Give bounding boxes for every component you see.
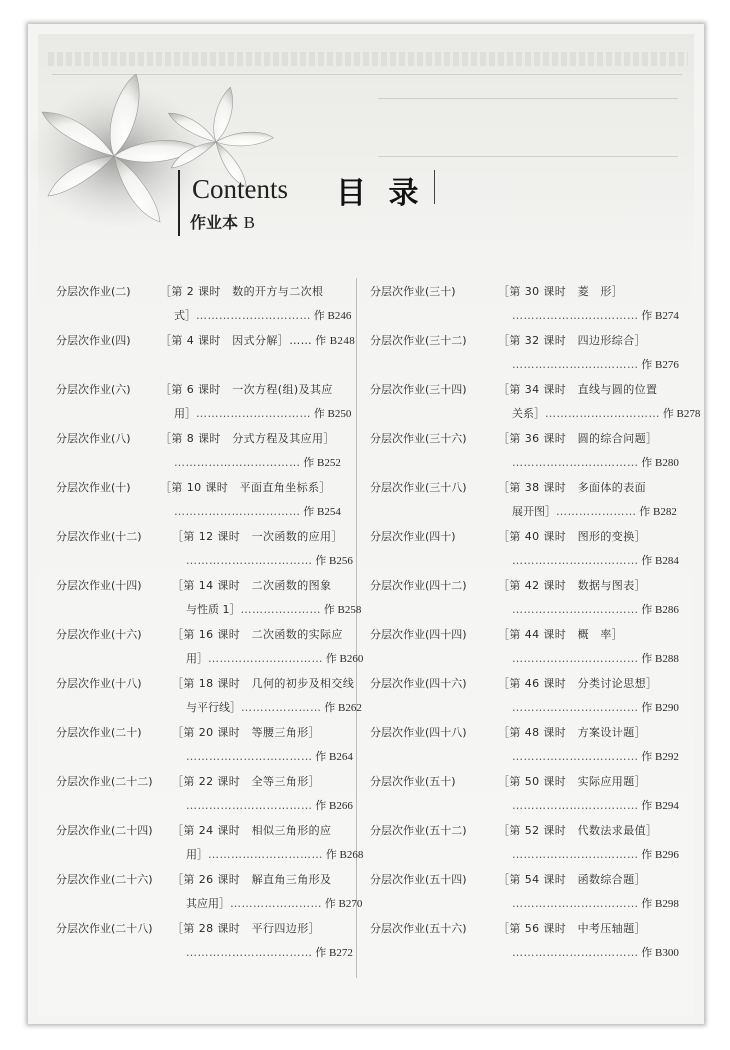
- toc-entry-page: 作 B288: [638, 653, 679, 665]
- toc-entry-lesson: ［第 54 课时 函数综合题］: [498, 873, 646, 886]
- toc-entry-leader-dots: ……………………………: [512, 701, 639, 714]
- toc-entry-label: 分层次作业(十二): [56, 530, 142, 543]
- toc-entry-leader-dots: ……………………………: [174, 505, 301, 518]
- toc-entry-leader-dots: …………………………: [208, 848, 323, 861]
- toc-entry-lesson: ［第 16 课时 二次函数的实际应: [172, 628, 343, 641]
- toc-entry-label: 分层次作业(五十六): [370, 922, 467, 935]
- toc-entry-continuation: [186, 598, 361, 622]
- toc-entry-leader-dots: ……………………………: [512, 603, 639, 616]
- toc-entry-continuation-text: 用］: [174, 407, 196, 420]
- toc-entry-continuation: [186, 843, 363, 867]
- toc-entry-leader-dots: ……………………………: [186, 554, 313, 567]
- toc-entry-lesson: ［第 30 课时 菱 形］: [498, 285, 624, 298]
- toc-entry-label: 分层次作业(十六): [56, 628, 142, 641]
- toc-entry-lesson: ［第 6 课时 一次方程(组)及其应: [160, 383, 333, 396]
- toc-entry-label: 分层次作业(二十二): [56, 775, 153, 788]
- toc-entry-page: 作 B248: [312, 335, 356, 347]
- toc-entry-leader-dots: ……………………………: [186, 750, 313, 763]
- toc-entry-continuation: [512, 304, 679, 328]
- toc-entry-label: 分层次作业(四): [56, 334, 131, 347]
- toc-entry-continuation: [512, 794, 679, 818]
- toc-entry-continuation-text: 式］: [174, 309, 196, 322]
- toc-entry-continuation: [512, 696, 679, 720]
- toc-entry-leader-dots: ……………………………: [512, 799, 639, 812]
- toc-entry-continuation: [512, 647, 679, 671]
- toc-entry-continuation: [512, 843, 679, 867]
- toc-entry-continuation: [512, 941, 679, 965]
- toc-entry-page: 作 B268: [323, 849, 364, 861]
- toc-entry-continuation-text: 关系］: [512, 407, 545, 420]
- toc-entry-leader-dots: ……………………………: [174, 456, 301, 469]
- toc-entry-page: 作 B272: [312, 947, 353, 959]
- toc-entry-continuation-text: 与平行线］: [186, 701, 241, 714]
- toc-entry-label: 分层次作业(十四): [56, 579, 142, 592]
- toc-entry-label: 分层次作业(八): [56, 432, 131, 445]
- toc-entry[interactable]: [370, 868, 679, 916]
- toc-entry-lesson: ［第 48 课时 方案设计题］: [498, 726, 646, 739]
- toc-entry-lesson: ［第 44 课时 概 率］: [498, 628, 624, 641]
- toc-entry-page: 作 B254: [300, 506, 341, 518]
- toc-entry[interactable]: [56, 280, 350, 328]
- toc-entry-page: 作 B294: [638, 800, 679, 812]
- subtitle-letter: B: [243, 213, 255, 232]
- toc-entry-page: 作 B260: [323, 653, 364, 665]
- toc-entry-label: 分层次作业(十): [56, 481, 131, 494]
- toc-entry-page: 作 B274: [638, 310, 679, 322]
- toc-entry-leader-dots: ……………………………: [512, 358, 639, 371]
- toc-entry-leader-dots: …………………………: [196, 407, 311, 420]
- toc-entry-leader-dots: ……………………………: [186, 799, 313, 812]
- toc-entry-continuation: [512, 549, 679, 573]
- toc-entry-continuation: [186, 696, 362, 720]
- toc-entry[interactable]: [56, 574, 362, 622]
- toc-entry-label: 分层次作业(二十): [56, 726, 142, 739]
- toc-entry[interactable]: [370, 378, 701, 426]
- toc-entry-leader-dots: ……………………………: [512, 652, 639, 665]
- toc-entry-continuation-text: 用］: [186, 652, 208, 665]
- toc-entry-page: 作 B284: [638, 555, 679, 567]
- toc-entry-label: 分层次作业(十八): [56, 677, 142, 690]
- toc-entry-label: 分层次作业(二十八): [56, 922, 153, 935]
- toc-entry-continuation: [186, 941, 353, 965]
- toc-entry-leader-dots: ……………………………: [512, 750, 639, 763]
- toc-entry[interactable]: [56, 427, 350, 475]
- toc-entry-lesson: ［第 50 课时 实际应用题］: [498, 775, 646, 788]
- toc-entry-leader-dots: ……………………………: [512, 456, 639, 469]
- toc-entry[interactable]: [370, 280, 679, 328]
- toc-entry-leader-dots: ……………………………: [512, 848, 639, 861]
- bleed-through-line: [378, 98, 678, 99]
- toc-entry-lesson: ［第 14 课时 二次函数的图象: [172, 579, 332, 592]
- toc-entry-leader-dots: ……………………………: [512, 309, 639, 322]
- toc-entry[interactable]: [370, 770, 679, 818]
- toc-entry-page: 作 B282: [636, 506, 677, 518]
- column-divider: [356, 278, 357, 978]
- toc-entry-lesson: ［第 8 课时 分式方程及其应用］: [160, 432, 335, 445]
- toc-entry[interactable]: [56, 672, 362, 720]
- toc-entry-label: 分层次作业(四十): [370, 530, 456, 543]
- toc-entry-continuation: [186, 647, 363, 671]
- toc-entry-page: 作 B270: [322, 898, 363, 910]
- toc-entry[interactable]: [56, 770, 353, 818]
- toc-entry[interactable]: [56, 525, 353, 573]
- toc-entry-page: 作 B266: [312, 800, 353, 812]
- toc-entry-page: 作 B290: [638, 702, 679, 714]
- toc-entry-lesson: ［第 38 课时 多面体的表面: [498, 481, 646, 494]
- toc-entry-lesson: ［第 26 课时 解直角三角形及: [172, 873, 332, 886]
- toc-entry-label: 分层次作业(三十八): [370, 481, 467, 494]
- toc-entry-label: 分层次作业(三十): [370, 285, 456, 298]
- toc-entry-continuation: [186, 549, 353, 573]
- toc-entry[interactable]: [56, 819, 364, 867]
- toc-entry-page: 作 B280: [638, 457, 679, 469]
- toc-entry[interactable]: [56, 329, 356, 377]
- toc-entry-label: 分层次作业(五十二): [370, 824, 467, 837]
- toc-entry-lesson: ［第 34 课时 直线与圆的位置: [498, 383, 658, 396]
- toc-entry-lesson: ［第 42 课时 数据与图表］: [498, 579, 646, 592]
- toc-entry[interactable]: [370, 917, 679, 965]
- toc-entry-lesson: ［第 46 课时 分类讨论思想］: [498, 677, 658, 690]
- toc-entry-lesson: ［第 36 课时 圆的综合问题］: [498, 432, 658, 445]
- toc-entry-lesson: ［第 18 课时 几何的初步及相交线: [172, 677, 355, 690]
- toc-entry[interactable]: [56, 868, 363, 916]
- toc-entry-lesson: ［第 22 课时 全等三角形］: [172, 775, 320, 788]
- toc-entry-leader-dots: ……………………: [230, 897, 322, 910]
- toc-entry-continuation: [186, 892, 362, 916]
- toc-entry[interactable]: [370, 574, 679, 622]
- heading-chinese: 目 录: [336, 176, 425, 211]
- toc-entry-lesson: ［第 10 课时 平面直角坐标系］: [160, 481, 331, 494]
- toc-entry-lesson: ［第 4 课时 因式分解］…… 作 B248: [160, 334, 356, 347]
- toc-entry-page: 作 B292: [638, 751, 679, 763]
- toc-entry-label: 分层次作业(二十四): [56, 824, 153, 837]
- toc-entry-leader-dots: …………………: [241, 701, 322, 714]
- toc-entry-leader-dots: …………………………: [545, 407, 660, 420]
- toc-entry[interactable]: [370, 721, 679, 769]
- toc-entry-continuation: [512, 892, 679, 916]
- toc-entry-continuation: [174, 402, 351, 426]
- toc-entry-leader-dots: ……………………………: [186, 946, 313, 959]
- toc-entry-lesson: ［第 24 课时 相似三角形的应: [172, 824, 332, 837]
- toc-entry-continuation: [174, 451, 341, 475]
- toc-entry-continuation: [512, 598, 679, 622]
- toc-entry-lesson: ［第 56 课时 中考压轴题］: [498, 922, 646, 935]
- toc-entry-lesson: ［第 40 课时 图形的变换］: [498, 530, 646, 543]
- toc-entry-label: 分层次作业(二): [56, 285, 131, 298]
- toc-entry-label: 分层次作业(六): [56, 383, 131, 396]
- toc-entry[interactable]: [370, 623, 679, 671]
- toc-entry[interactable]: [56, 721, 353, 769]
- toc-entry-leader-dots: …………………………: [208, 652, 323, 665]
- toc-entry-page: 作 B262: [321, 702, 362, 714]
- toc-entry-label: 分层次作业(四十八): [370, 726, 467, 739]
- toc-entry[interactable]: [370, 525, 679, 573]
- toc-entry[interactable]: [370, 476, 677, 524]
- toc-entry-leader-dots: ……………………………: [512, 946, 639, 959]
- toc-entry-page: 作 B278: [660, 408, 701, 420]
- toc-entry-label: 分层次作业(三十六): [370, 432, 467, 445]
- petal: [216, 132, 274, 146]
- toc-entry-lesson: ［第 28 课时 平行四边形］: [172, 922, 320, 935]
- toc-entry-continuation: [174, 500, 341, 524]
- toc-entry[interactable]: [370, 819, 679, 867]
- toc-entry-page: 作 B296: [638, 849, 679, 861]
- toc-entry-page: 作 B286: [638, 604, 679, 616]
- toc-entry-page: 作 B276: [638, 359, 679, 371]
- toc-entry[interactable]: [370, 329, 679, 377]
- toc-entry-leader-dots: …………………: [556, 505, 637, 518]
- toc-entry-page: 作 B256: [312, 555, 353, 567]
- toc-entry[interactable]: [370, 672, 679, 720]
- toc-entry-label: 分层次作业(三十二): [370, 334, 467, 347]
- toc-entry-continuation-text: 其应用］: [186, 897, 230, 910]
- heading-subtitle: [190, 210, 255, 233]
- heading-end-rule: [434, 170, 435, 204]
- toc-entry-label: 分层次作业(四十二): [370, 579, 467, 592]
- toc-entry[interactable]: [56, 623, 364, 671]
- toc-entry-leader-dots: …………………: [240, 603, 321, 616]
- toc-entry-continuation-text: 用］: [186, 848, 208, 861]
- toc-entry-continuation: [174, 304, 351, 328]
- toc-entry-label: 分层次作业(五十): [370, 775, 456, 788]
- toc-entry-leader-dots: ……………………………: [512, 554, 639, 567]
- toc-entry-leader-dots: ……………………………: [512, 897, 639, 910]
- toc-entry-continuation: [186, 745, 353, 769]
- toc-entry-lesson: ［第 52 课时 代数法求最值］: [498, 824, 658, 837]
- toc-entry[interactable]: [56, 476, 350, 524]
- toc-entry-continuation: [512, 402, 700, 426]
- toc-entry-continuation: [512, 451, 679, 475]
- flower-decoration: [26, 64, 276, 234]
- toc-entry-continuation: [512, 500, 677, 524]
- toc-entry-page: 作 B300: [638, 947, 679, 959]
- toc-entry-lesson: ［第 20 课时 等腰三角形］: [172, 726, 320, 739]
- toc-entry-page: 作 B264: [312, 751, 353, 763]
- toc-entry-label: 分层次作业(五十四): [370, 873, 467, 886]
- toc-entry-label: 分层次作业(四十四): [370, 628, 467, 641]
- toc-entry-label: 分层次作业(二十六): [56, 873, 153, 886]
- toc-entry-label: 分层次作业(四十六): [370, 677, 467, 690]
- toc-entry-lesson: ［第 12 课时 一次函数的应用］: [172, 530, 343, 543]
- petal: [214, 87, 233, 142]
- toc-entry[interactable]: [56, 378, 350, 426]
- toc-entry-page: 作 B298: [638, 898, 679, 910]
- toc-entry-continuation-text: 展开图］: [512, 505, 556, 518]
- toc-entry-lesson: ［第 2 课时 数的开方与二次根: [160, 285, 324, 298]
- toc-entry-page: 作 B250: [311, 408, 352, 420]
- toc-entry-page: 作 B246: [311, 310, 352, 322]
- toc-entry[interactable]: [56, 917, 353, 965]
- toc-entry[interactable]: [370, 427, 679, 475]
- toc-entry-label: 分层次作业(三十四): [370, 383, 467, 396]
- toc-entry-continuation: [512, 745, 679, 769]
- toc-entry-leader-dots: …………………………: [196, 309, 311, 322]
- bleed-through-line: [378, 156, 678, 157]
- subtitle-text: 作业本: [190, 213, 239, 232]
- heading-english: Contents: [192, 174, 289, 204]
- toc-entry-continuation-text: 与性质 1］: [186, 603, 241, 616]
- heading-rule: [178, 170, 180, 236]
- toc-entry-continuation: [512, 353, 679, 377]
- toc-entry-page: 作 B252: [300, 457, 341, 469]
- toc-entry-page: 作 B258: [321, 604, 362, 616]
- toc-entry-continuation: [186, 794, 353, 818]
- toc-entry-lesson: ［第 32 课时 四边形综合］: [498, 334, 646, 347]
